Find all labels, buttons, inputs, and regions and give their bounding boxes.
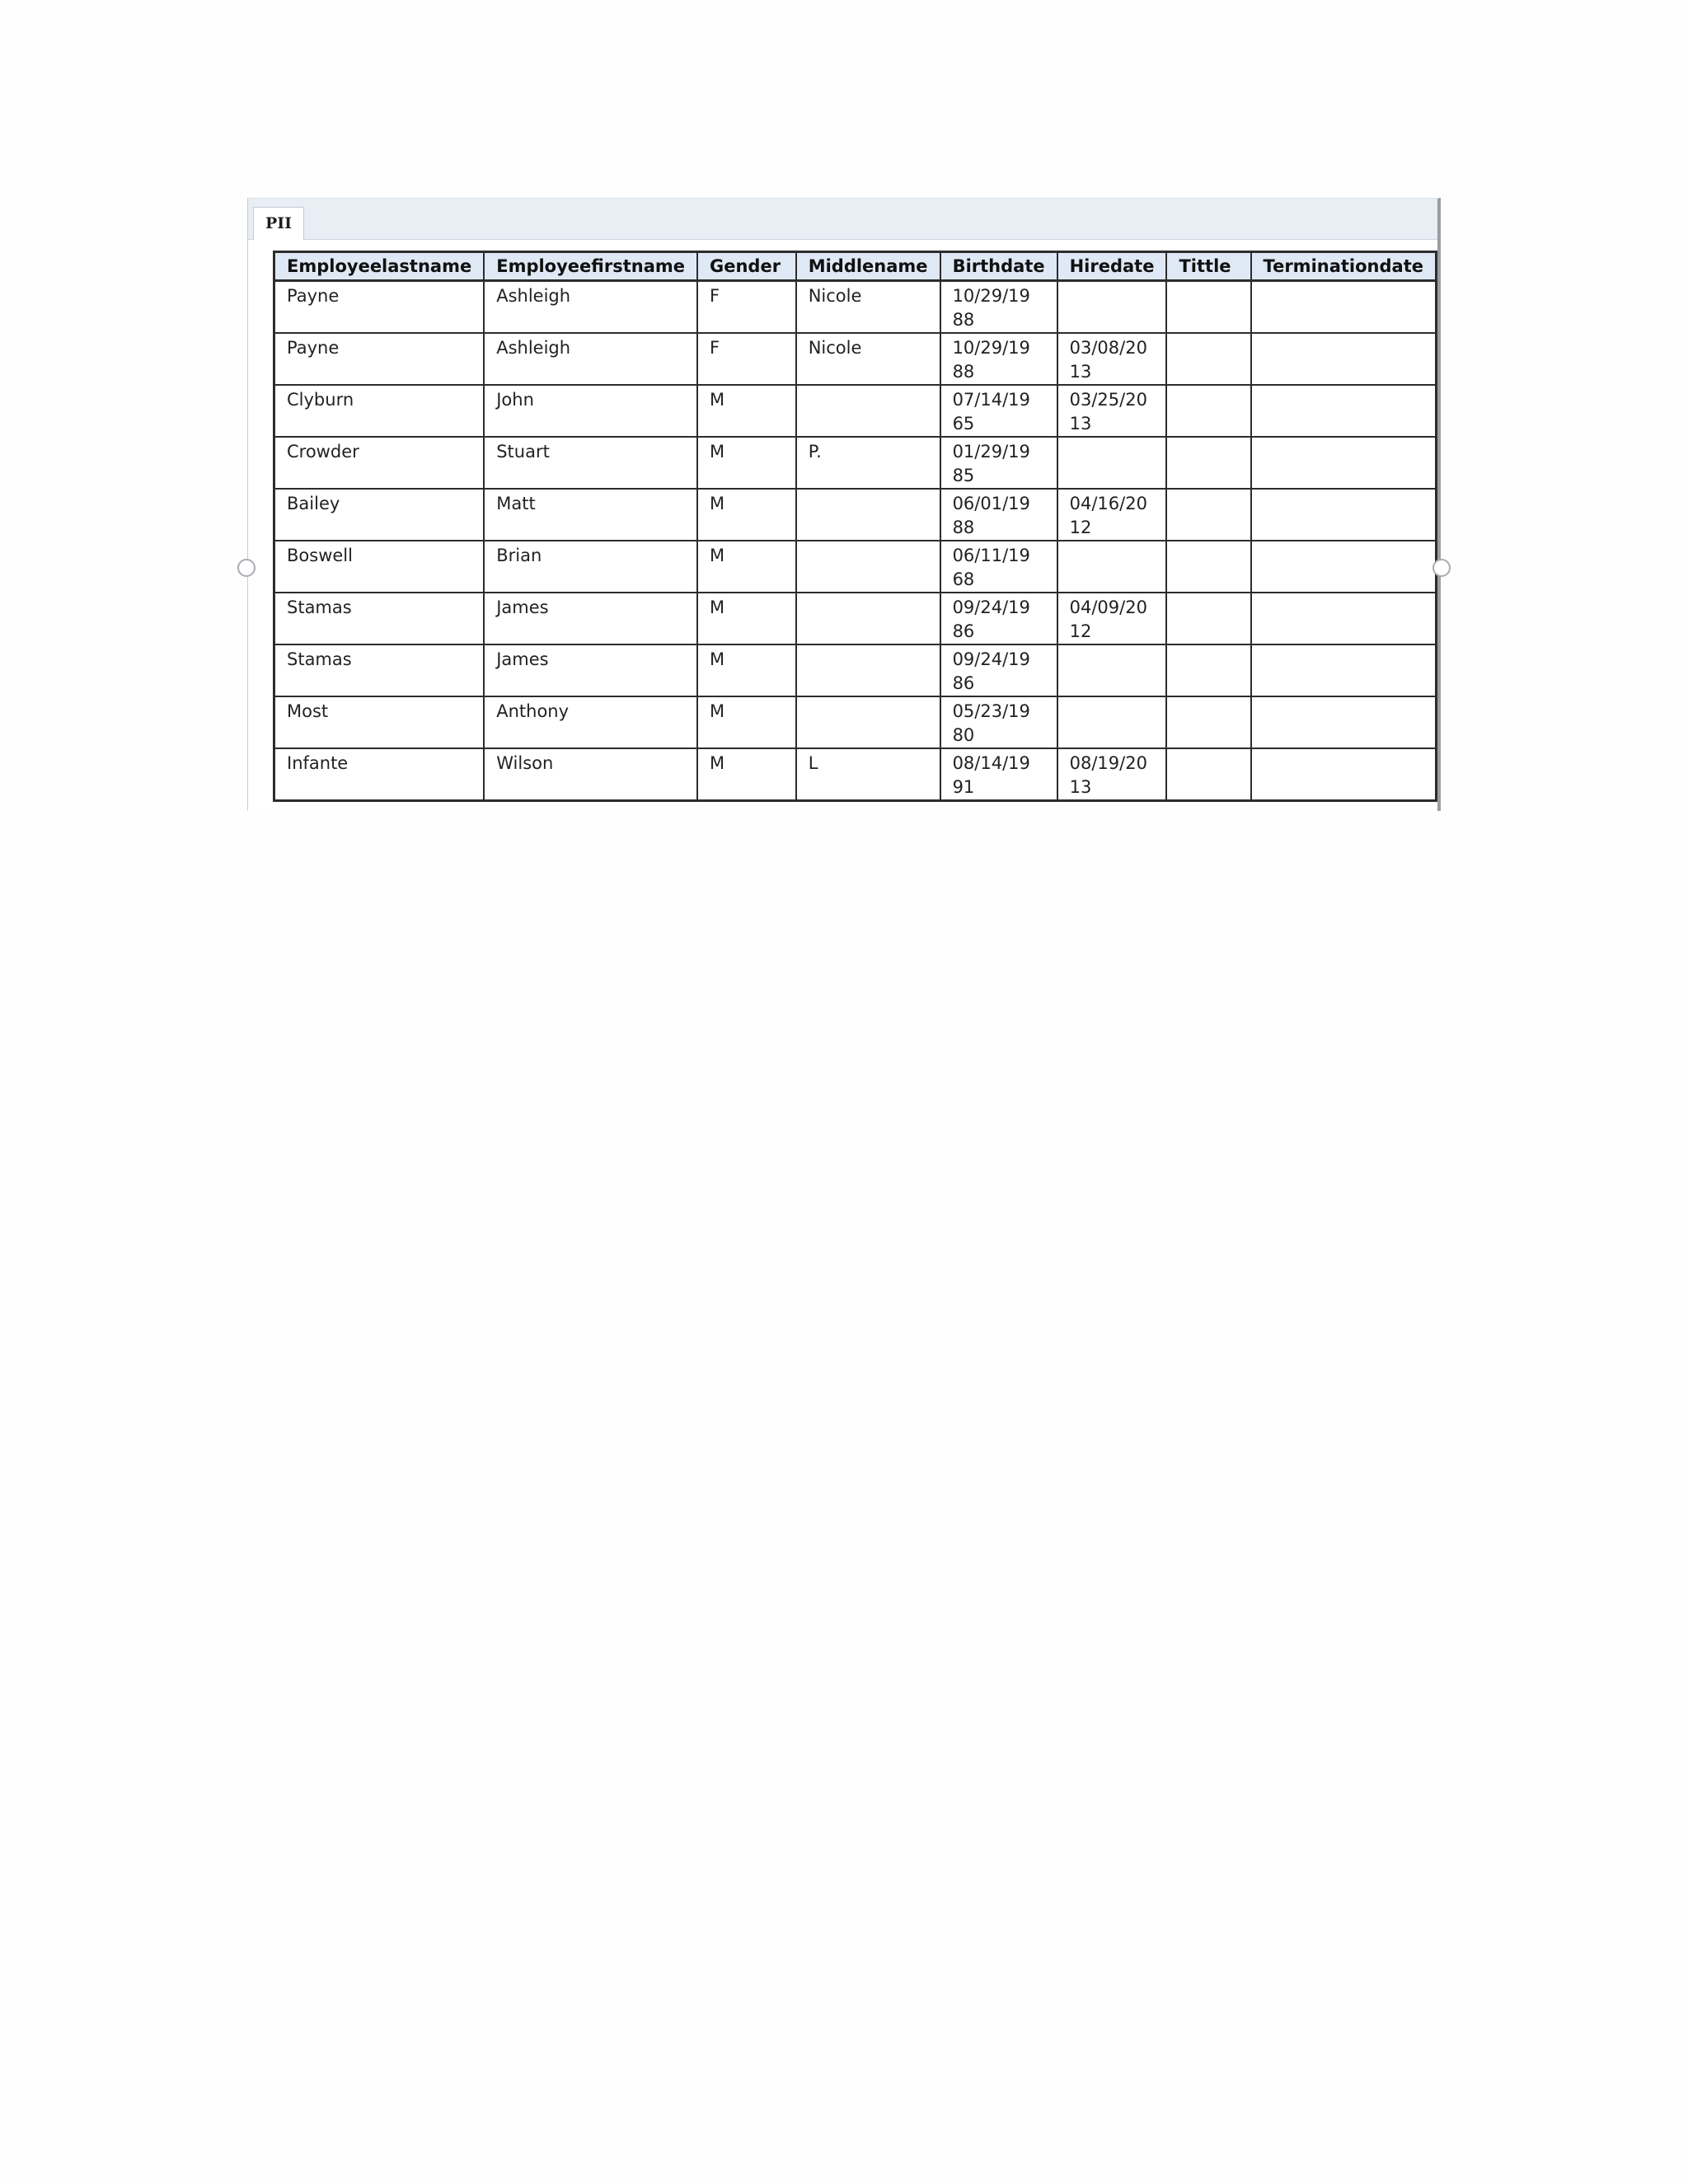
cell-text: Stuart [496, 442, 550, 462]
last-name-cell[interactable] [274, 541, 485, 593]
middle-name-cell[interactable] [796, 489, 940, 541]
cell-text: 13 [1069, 777, 1092, 797]
birthdate-cell[interactable] [940, 748, 1057, 801]
document-window [247, 198, 1441, 811]
column-header-birthdate[interactable]: Birthdate [940, 252, 1057, 281]
cell-text: 86 [952, 673, 975, 693]
last-name-cell[interactable] [274, 644, 485, 696]
cell-text: M [709, 494, 725, 513]
birthdate-cell[interactable] [940, 644, 1057, 696]
title-cell[interactable] [1166, 333, 1250, 385]
cell-text: 91 [952, 777, 975, 797]
middle-name-cell[interactable] [796, 437, 940, 489]
hiredate-cell[interactable] [1057, 385, 1167, 437]
cell-text: 04/16/20 [1069, 494, 1147, 513]
table-row [274, 281, 1437, 334]
gender-cell[interactable] [697, 281, 796, 334]
cell-text: 08/14/19 [952, 753, 1030, 773]
cell-text: John [496, 390, 534, 410]
cell-text: M [709, 649, 725, 669]
last-name-cell[interactable] [274, 748, 485, 801]
termination-date-cell[interactable] [1251, 748, 1437, 801]
birthdate-cell[interactable] [940, 333, 1057, 385]
table-row [274, 748, 1437, 801]
cell-text: 68 [952, 569, 975, 589]
gender-cell[interactable] [697, 541, 796, 593]
last-name-cell[interactable] [274, 696, 485, 748]
cell-text: M [709, 753, 725, 773]
termination-date-cell[interactable] [1251, 333, 1437, 385]
termination-date-cell[interactable] [1251, 437, 1437, 489]
last-name-cell[interactable] [274, 333, 485, 385]
termination-date-cell[interactable] [1251, 644, 1437, 696]
first-name-cell[interactable] [484, 748, 697, 801]
last-name-cell[interactable] [274, 437, 485, 489]
cell-text: M [709, 442, 725, 462]
middle-name-cell[interactable] [796, 593, 940, 644]
gender-cell[interactable] [697, 489, 796, 541]
first-name-cell[interactable] [484, 437, 697, 489]
title-cell[interactable] [1166, 696, 1250, 748]
table-row [274, 385, 1437, 437]
table-body [274, 281, 1437, 801]
hiredate-cell[interactable] [1057, 644, 1167, 696]
cell-text: 88 [952, 310, 975, 330]
cell-text: M [709, 701, 725, 721]
cell-text: Payne [287, 338, 340, 358]
cell-text: 13 [1069, 414, 1092, 434]
hiredate-cell[interactable] [1057, 748, 1167, 801]
cell-text: L [808, 753, 818, 773]
cell-text: Bailey [287, 494, 340, 513]
cell-text: 86 [952, 621, 975, 641]
title-cell[interactable] [1166, 593, 1250, 644]
title-cell[interactable] [1166, 437, 1250, 489]
resize-handle-right[interactable] [1432, 559, 1451, 577]
hiredate-cell[interactable] [1057, 593, 1167, 644]
termination-date-cell[interactable] [1251, 281, 1437, 334]
gender-cell[interactable] [697, 696, 796, 748]
gender-cell[interactable] [697, 748, 796, 801]
column-header-tittle[interactable]: Tittle [1166, 252, 1250, 281]
column-header-terminationdate[interactable]: Terminationdate [1251, 252, 1437, 281]
column-header-employeelastname[interactable]: Employeelastname [274, 252, 485, 281]
first-name-cell[interactable] [484, 696, 697, 748]
cell-text: M [709, 546, 725, 565]
first-name-cell[interactable] [484, 281, 697, 334]
first-name-cell[interactable] [484, 385, 697, 437]
last-name-cell[interactable] [274, 385, 485, 437]
cell-text: 10/29/19 [952, 338, 1030, 358]
cell-text: James [496, 598, 549, 617]
cell-text: 07/14/19 [952, 390, 1030, 410]
cell-text: Clyburn [287, 390, 354, 410]
cell-text: Anthony [496, 701, 570, 721]
last-name-cell[interactable] [274, 489, 485, 541]
middle-name-cell[interactable] [796, 281, 940, 334]
title-cell[interactable] [1166, 385, 1250, 437]
cell-text: 01/29/19 [952, 442, 1030, 462]
termination-date-cell[interactable] [1251, 696, 1437, 748]
cell-text: Wilson [496, 753, 554, 773]
termination-date-cell[interactable] [1251, 541, 1437, 593]
hiredate-cell[interactable] [1057, 437, 1167, 489]
cell-text: 03/25/20 [1069, 390, 1147, 410]
cell-text: M [709, 390, 725, 410]
cell-text: 85 [952, 466, 975, 485]
cell-text: 04/09/20 [1069, 598, 1147, 617]
termination-date-cell[interactable] [1251, 489, 1437, 541]
cell-text: P. [808, 442, 822, 462]
table-row [274, 696, 1437, 748]
tab-pii[interactable]: PII [253, 207, 304, 240]
middle-name-cell[interactable] [796, 644, 940, 696]
middle-name-cell[interactable] [796, 748, 940, 801]
gender-cell[interactable] [697, 385, 796, 437]
table-row [274, 541, 1437, 593]
hiredate-cell[interactable] [1057, 489, 1167, 541]
cell-text: Most [287, 701, 329, 721]
table-row [274, 593, 1437, 644]
first-name-cell[interactable] [484, 333, 697, 385]
first-name-cell[interactable] [484, 541, 697, 593]
birthdate-cell[interactable] [940, 593, 1057, 644]
table-row [274, 489, 1437, 541]
column-header-employeefirstname[interactable]: Employeefirstname [484, 252, 697, 281]
cell-text: Matt [496, 494, 536, 513]
cell-text: Ashleigh [496, 286, 571, 306]
resize-handle-left[interactable] [237, 559, 256, 577]
table-row [274, 644, 1437, 696]
cell-text: Stamas [287, 649, 352, 669]
first-name-cell[interactable] [484, 644, 697, 696]
cell-text: Crowder [287, 442, 359, 462]
birthdate-cell[interactable] [940, 281, 1057, 334]
tab-strip [248, 199, 1437, 240]
cell-text: Ashleigh [496, 338, 571, 358]
gender-cell[interactable] [697, 644, 796, 696]
cell-text: 88 [952, 362, 975, 382]
title-cell[interactable] [1166, 748, 1250, 801]
last-name-cell[interactable] [274, 281, 485, 334]
cell-text: Nicole [808, 338, 862, 358]
middle-name-cell[interactable] [796, 333, 940, 385]
hiredate-cell[interactable] [1057, 281, 1167, 334]
cell-text: Infante [287, 753, 349, 773]
first-name-cell[interactable] [484, 593, 697, 644]
cell-text: James [496, 649, 549, 669]
cell-text: 65 [952, 414, 975, 434]
table-row [274, 333, 1437, 385]
pii-table [273, 251, 1437, 802]
hiredate-cell[interactable] [1057, 333, 1167, 385]
cell-text: Stamas [287, 598, 352, 617]
cell-text: 88 [952, 518, 975, 537]
title-cell[interactable] [1166, 541, 1250, 593]
cell-text: Payne [287, 286, 340, 306]
column-header-gender[interactable]: Gender [697, 252, 796, 281]
table-header-row [274, 252, 1437, 281]
cell-text: F [709, 286, 720, 306]
gender-cell[interactable] [697, 333, 796, 385]
birthdate-cell[interactable] [940, 541, 1057, 593]
cell-text: 12 [1069, 621, 1092, 641]
table-row [274, 437, 1437, 489]
cell-text: 09/24/19 [952, 649, 1030, 669]
first-name-cell[interactable] [484, 489, 697, 541]
cell-text: 10/29/19 [952, 286, 1030, 306]
birthdate-cell[interactable] [940, 385, 1057, 437]
gender-cell[interactable] [697, 437, 796, 489]
last-name-cell[interactable] [274, 593, 485, 644]
cell-text: Boswell [287, 546, 353, 565]
termination-date-cell[interactable] [1251, 593, 1437, 644]
gender-cell[interactable] [697, 593, 796, 644]
middle-name-cell[interactable] [796, 385, 940, 437]
birthdate-cell[interactable] [940, 437, 1057, 489]
cell-text: 80 [952, 725, 975, 745]
title-cell[interactable] [1166, 489, 1250, 541]
middle-name-cell[interactable] [796, 696, 940, 748]
birthdate-cell[interactable] [940, 489, 1057, 541]
cell-text: 12 [1069, 518, 1092, 537]
cell-text: 13 [1069, 362, 1092, 382]
cell-text: F [709, 338, 720, 358]
cell-text: 06/01/19 [952, 494, 1030, 513]
termination-date-cell[interactable] [1251, 385, 1437, 437]
middle-name-cell[interactable] [796, 541, 940, 593]
cell-text: 06/11/19 [952, 546, 1030, 565]
cell-text: Brian [496, 546, 542, 565]
cell-text: 03/08/20 [1069, 338, 1147, 358]
birthdate-cell[interactable] [940, 696, 1057, 748]
hiredate-cell[interactable] [1057, 696, 1167, 748]
cell-text: 08/19/20 [1069, 753, 1147, 773]
column-header-hiredate[interactable]: Hiredate [1057, 252, 1167, 281]
column-header-middlename[interactable]: Middlename [796, 252, 940, 281]
title-cell[interactable] [1166, 281, 1250, 334]
cell-text: M [709, 598, 725, 617]
title-cell[interactable] [1166, 644, 1250, 696]
hiredate-cell[interactable] [1057, 541, 1167, 593]
cell-text: Nicole [808, 286, 862, 306]
cell-text: 05/23/19 [952, 701, 1030, 721]
cell-text: 09/24/19 [952, 598, 1030, 617]
